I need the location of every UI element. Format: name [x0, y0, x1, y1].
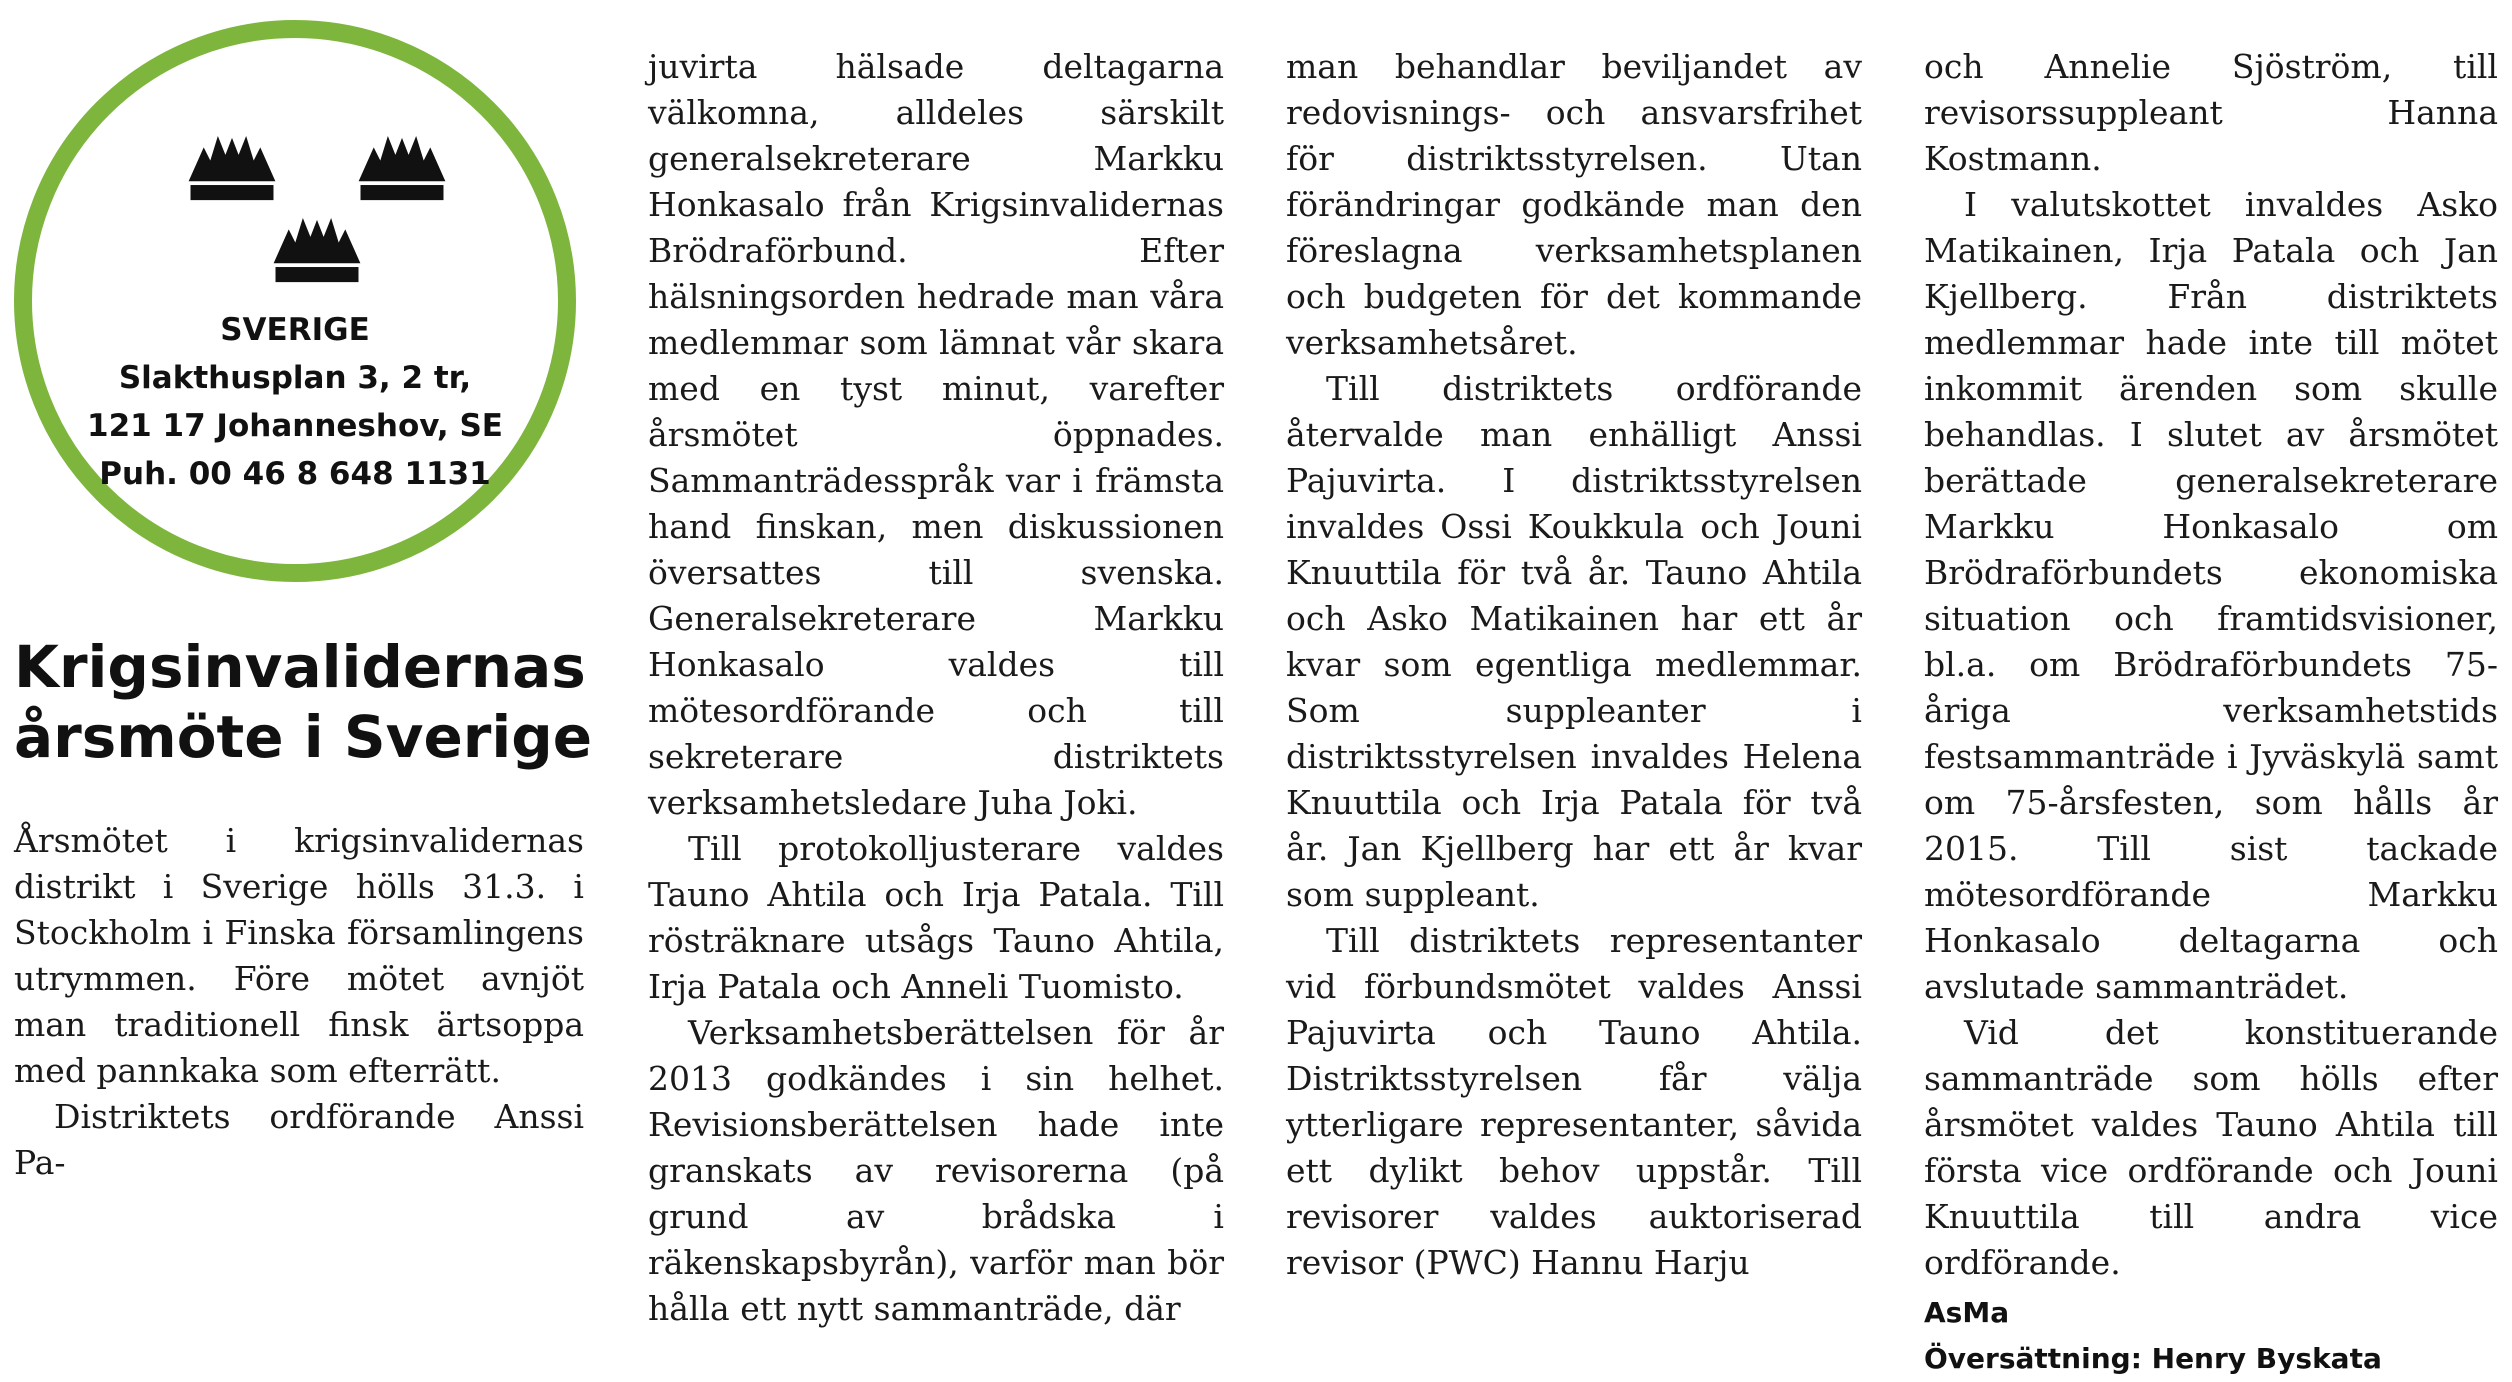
paragraph: Distriktets ordförande Anssi Pa- [14, 1097, 584, 1182]
article-column-4 [1924, 44, 2498, 1382]
headline-line: Krigsinvalidernas [14, 633, 586, 701]
crown-icon [184, 136, 280, 202]
crown-icon [269, 218, 365, 284]
paragraph: Vid det konstituerande sammanträde som hölls efter årsmötet valdes Tauno Ahtila till första vice ordförande och Jouni Knuuttila till andra vice ordförande. [1924, 1013, 2498, 1282]
paragraph: man behandlar beviljandet av redovisnings- och ansvarsfrihet för distriktsstyrelsen. Utan förändringar godkände man den föreslagna verksamhetsplanen och budgeten för det kommande verksamhetsåret. [1286, 47, 1862, 362]
author-signature: AsMa [1924, 1296, 2010, 1329]
paragraph: och Annelie Sjöström, till revisorssuppleant Hanna Kostmann. [1924, 47, 2498, 178]
badge-address-block [32, 306, 558, 498]
badge-postal: 121 17 Johanneshov, SE [87, 408, 503, 444]
badge-country: SVERIGE [220, 312, 370, 348]
article-column-2 [648, 44, 1224, 1332]
crown-icon [354, 136, 450, 202]
paragraph: Årsmötet i krigsinvalidernas distrikt i Sverige hölls 31.3. i Stockholm i Finska församlingens utrymmen. Före mötet avnjöt man traditionell finsk ärtsoppa med pannkaka som efterrätt. [14, 821, 584, 1090]
paragraph: Till protokolljusterare valdes Tauno Ahtila och Irja Patala. Till rösträknare utsågs Tauno Ahtila, Irja Patala och Anneli Tuomisto. [648, 829, 1224, 1006]
paragraph: I valutskottet invaldes Asko Matikainen, Irja Patala och Jan Kjellberg. Från distriktets medlemmar hade inte till mötet inkommit ärenden som skulle behandlas. I slutet av årsmötet berättade generalsekreterare Markku Honkasalo om Brödraförbundets ekonomiska situation och framtidsvisioner, bl.a. om Brödraförbundets 75-åriga verksamhetstids festsammanträde i Jyväskylä samt om 75-årsfesten, som hålls år 2015. Till sist tackade mötesordförande Markku Honkasalo deltagarna och avslutade sammanträdet. [1924, 185, 2498, 1006]
translator-credit: Översättning: Henry Byskata [1924, 1342, 2382, 1375]
paragraph: Verksamhetsberättelsen för år 2013 godkändes i sin helhet. Revisionsberättelsen hade inte granskats av revisorerna (på grund av brådska i räkenskapsbyrån), varför man bör hålla ett nytt sammanträde, där [648, 1013, 1224, 1328]
badge-address: Slakthusplan 3, 2 tr, [118, 360, 472, 396]
article-headline [14, 632, 593, 772]
address-badge [14, 20, 576, 582]
paragraph: Till distriktets ordförande återvalde man enhälligt Anssi Pajuvirta. I distriktsstyrelsen invaldes Ossi Koukkula och Jouni Knuuttila för två år. Tauno Ahtila och Asko Matikainen har ett år kvar som egentliga medlemmar. Som suppleanter i distriktsstyrelsen invaldes Helena Knuuttila och Irja Patala för två år. Jan Kjellberg har ett år kvar som suppleant. [1286, 369, 1862, 914]
paragraph: Till distriktets representanter vid förbundsmötet valdes Anssi Pajuvirta och Tauno Ahtila. Distriktsstyrelsen får välja ytterligare representanter, såvida ett dylikt behov uppstår. Till revisorer valdes auktoriserad revisor (PWC) Hannu Harju [1286, 921, 1862, 1282]
headline-line: årsmöte i Sverige [14, 703, 593, 771]
article-column-3 [1286, 44, 1862, 1286]
badge-phone: Puh. 00 46 8 648 1131 [99, 456, 491, 492]
paragraph: juvirta hälsade deltagarna välkomna, alldeles särskilt generalsekreterare Markku Honkasalo från Krigsinvalidernas Brödraförbund. Efter hälsningsorden hedrade man våra medlemmar som lämnat vår skara med en tyst minut, varefter årsmötet öppnades. Sammanträdesspråk var i främsta hand finskan, men diskussionen översattes till svenska. Generalsekreterare Markku Honkasalo valdes till mötesordförande och till sekreterare distriktets verksamhetsledare Juha Joki. [648, 47, 1224, 822]
article-column-1 [14, 818, 584, 1186]
